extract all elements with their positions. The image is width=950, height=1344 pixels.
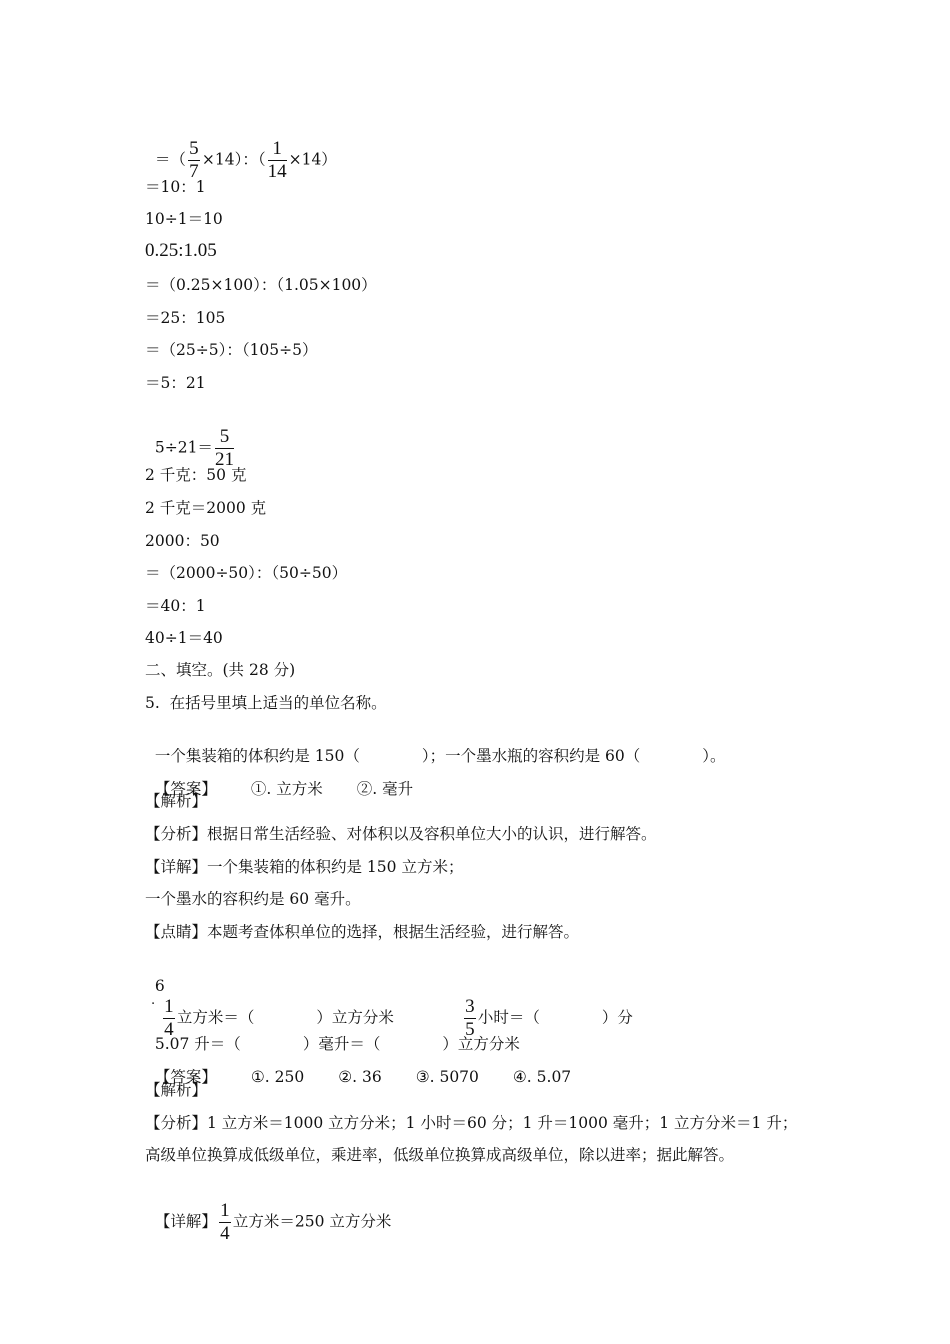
fraction-numerator: 1 bbox=[220, 1200, 230, 1221]
calc-line-13: ＝（2000÷50）：（50÷50） bbox=[145, 564, 348, 582]
answer-tag: 【答案】 bbox=[154, 1068, 217, 1086]
question-6-dot: . bbox=[151, 993, 156, 1008]
calc-line-10: 2 千克：50 克 bbox=[145, 466, 247, 484]
fraction-denominator: 14 bbox=[267, 161, 287, 182]
question-number: 6 bbox=[154, 977, 165, 995]
question-text: ）立方分米 bbox=[316, 1008, 394, 1027]
answer-item: ①. 250 bbox=[250, 1068, 305, 1086]
fraction-numerator: 5 bbox=[219, 426, 230, 447]
fraction-denominator: 5 bbox=[465, 1019, 475, 1040]
fraction bbox=[219, 1200, 231, 1245]
section-heading: 二、填空。(共 28 分) bbox=[145, 661, 296, 679]
question-6-fenxi-1: 【分析】1 立方米＝1000 立方分米；1 小时＝60 分；1 升＝1000 毫升；1 立方分米＝1 升； bbox=[145, 1114, 798, 1132]
question-text: ）分 bbox=[601, 1008, 633, 1027]
calc-line-15: 40÷1＝40 bbox=[145, 629, 223, 647]
question-6-fenxi-2: 高级单位换算成低级单位，乘进率，低级单位换算成高级单位，除以进率；据此解答。 bbox=[145, 1146, 735, 1164]
fraction-numerator: 3 bbox=[465, 996, 475, 1017]
question-5-xiangjie-1: 【详解】一个集装箱的体积约是 150 立方米； bbox=[145, 858, 464, 876]
question-text: 一个集装箱的体积约是 150（ bbox=[154, 747, 360, 765]
fraction bbox=[268, 138, 287, 183]
calc-line-7: ＝（25÷5）：（105÷5） bbox=[145, 341, 318, 359]
calc-text: ＝（ bbox=[154, 150, 186, 169]
question-6-xiangjie bbox=[145, 1180, 391, 1245]
calc-line-6: ＝25：105 bbox=[145, 309, 226, 327]
question-text: ）。 bbox=[702, 747, 726, 765]
fraction-numerator: 5 bbox=[189, 138, 199, 159]
fraction-numerator: 1 bbox=[272, 138, 282, 159]
question-text: 立方米＝250 立方分米 bbox=[232, 1212, 392, 1231]
question-text: 5.07 升＝（ bbox=[154, 1035, 241, 1053]
fraction-denominator: 21 bbox=[214, 449, 234, 470]
question-5-prompt: 5. 在括号里填上适当的单位名称。 bbox=[145, 694, 387, 712]
answer-item: ③. 5070 bbox=[415, 1068, 479, 1086]
question-5-xiangjie-2: 一个墨水的容积约是 60 毫升。 bbox=[145, 890, 361, 908]
calc-line-2: ＝10：1 bbox=[145, 178, 206, 196]
calc-text: ×14）：（ bbox=[201, 150, 266, 169]
question-text: 立方米＝（ bbox=[176, 1008, 255, 1027]
calc-line-14: ＝40：1 bbox=[145, 597, 206, 615]
calc-line-9 bbox=[145, 406, 236, 471]
calc-line-1 bbox=[145, 118, 337, 183]
answer-tag: 【详解】 bbox=[154, 1212, 217, 1231]
calc-line-11: 2 千克＝2000 克 bbox=[145, 499, 267, 517]
question-6-jiexi: 【解析】 bbox=[145, 1081, 208, 1099]
calc-line-4: 0.25:1.05 bbox=[145, 240, 217, 261]
answer-item: ②. 36 bbox=[338, 1068, 382, 1086]
question-text: ）立方分米 bbox=[442, 1035, 520, 1053]
answer-item: ④. 5.07 bbox=[512, 1068, 572, 1086]
question-text: ）毫升＝（ bbox=[302, 1035, 381, 1053]
calc-line-12: 2000：50 bbox=[145, 532, 220, 550]
calc-line-3: 10÷1＝10 bbox=[145, 210, 223, 228]
question-5-jiexi: 【解析】 bbox=[145, 792, 208, 810]
fraction-denominator: 4 bbox=[220, 1223, 230, 1244]
question-5-fenxi: 【分析】根据日常生活经验、对体积以及容积单位大小的认识，进行解答。 bbox=[145, 825, 657, 843]
question-text: ）；一个墨水瓶的容积约是 60（ bbox=[421, 747, 641, 765]
answer-item: ②. 毫升 bbox=[356, 780, 414, 798]
question-5-dianjing: 【点睛】本题考查体积单位的选择，根据生活经验，进行解答。 bbox=[145, 923, 580, 941]
calc-text: ×14） bbox=[288, 150, 337, 169]
calc-line-5: ＝（0.25×100）：（1.05×100） bbox=[145, 276, 377, 294]
question-text: 小时＝（ bbox=[477, 1008, 540, 1027]
calc-text: 5÷21＝ bbox=[154, 438, 213, 457]
calc-line-8: ＝5：21 bbox=[145, 374, 206, 392]
answer-item: ①. 立方米 bbox=[250, 780, 323, 798]
fraction-numerator: 1 bbox=[164, 996, 174, 1017]
answer-tag: 【答案】 bbox=[154, 780, 217, 798]
fraction-denominator: 7 bbox=[189, 161, 199, 182]
question-6-answer bbox=[145, 1047, 571, 1087]
fraction-denominator: 4 bbox=[164, 1019, 174, 1040]
